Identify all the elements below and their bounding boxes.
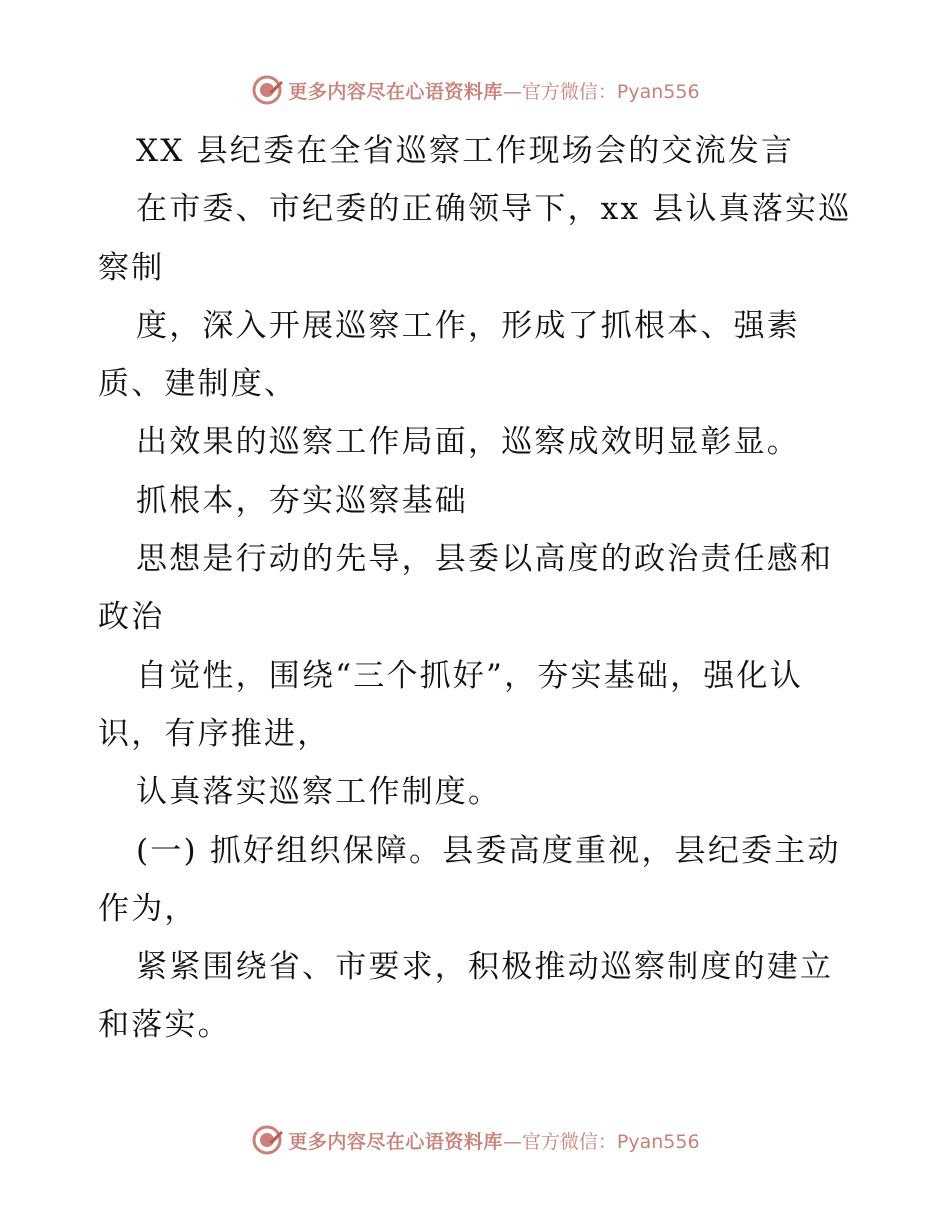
- paragraph: (一) 抓好组织保障。县委高度重视，县纪委主动作为，: [98, 832, 841, 927]
- watermark-suffix-text: —官方微信：Pyan556: [502, 1130, 700, 1153]
- paragraph: 认真落实巡察工作制度。: [136, 774, 502, 811]
- paragraph: 出效果的巡察工作局面，巡察成效明显彰显。: [136, 424, 800, 461]
- watermark-suffix-text: —官方微信：Pyan556: [502, 80, 700, 103]
- footer-watermark: [0, 1120, 950, 1160]
- document-title: XX 县纪委在全省巡察工作现场会的交流发言: [136, 133, 795, 169]
- paragraph: 思想是行动的先导，县委以高度的政治责任感和政治: [98, 541, 834, 636]
- document-body: [98, 122, 858, 1055]
- pen-circle-icon: [250, 1123, 284, 1157]
- paragraph: 自觉性，围绕“三个抓好”，夯实基础，强化认识，有序推进，: [98, 657, 803, 752]
- header-watermark: [0, 70, 950, 110]
- watermark-main-text: 更多内容尽在心语资料库: [288, 80, 503, 103]
- paragraph: 在市委、市纪委的正确领导下，xx 县认真落实巡察制: [98, 191, 852, 286]
- pen-circle-icon: [250, 73, 284, 107]
- paragraph: 紧紧围绕省、市要求，积极推动巡察制度的建立和落实。: [98, 949, 834, 1044]
- section-heading: 抓根本，夯实巡察基础: [136, 482, 468, 519]
- watermark-main-text: 更多内容尽在心语资料库: [288, 1130, 503, 1153]
- paragraph: 度，深入开展巡察工作，形成了抓根本、强素质、建制度、: [98, 307, 800, 403]
